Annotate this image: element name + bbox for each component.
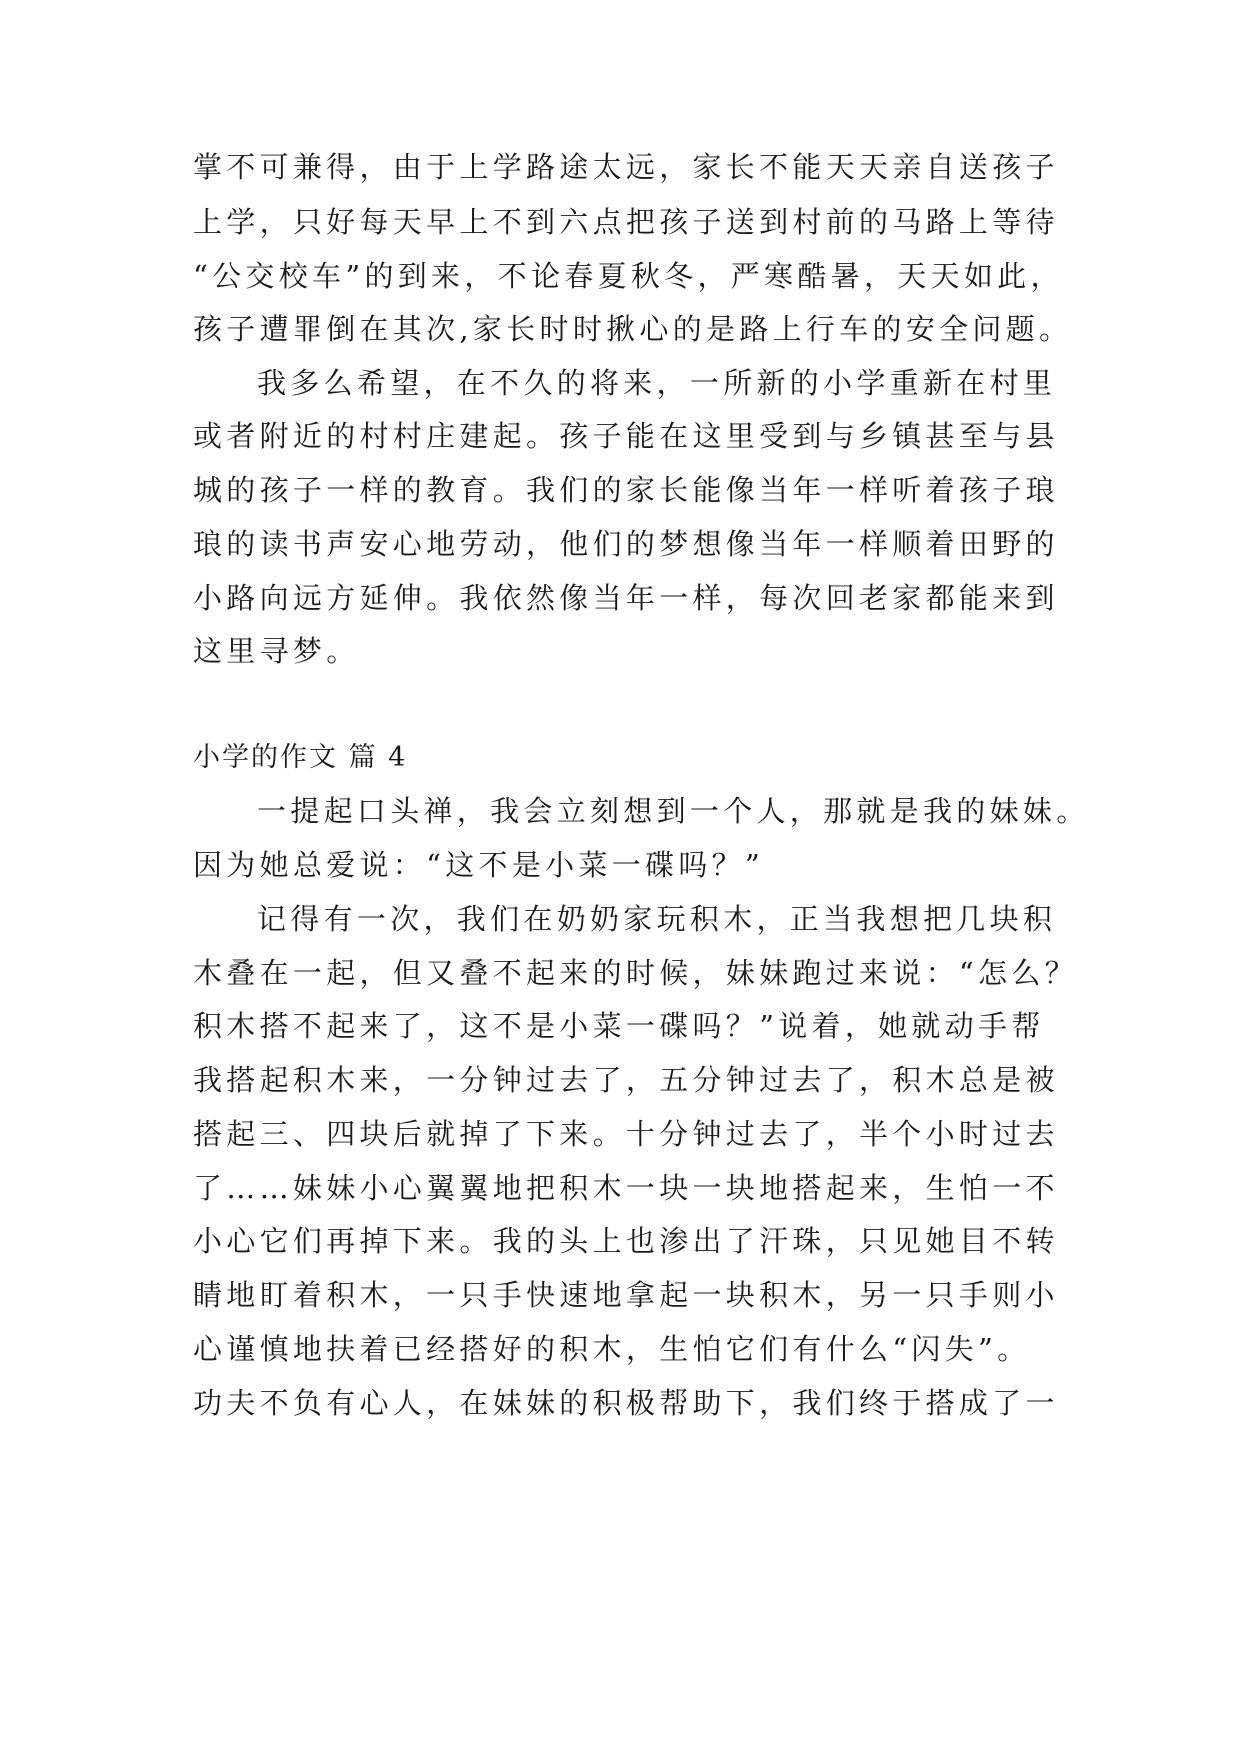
text-line: 掌不可兼得，由于上学路途太远，家长不能天天亲自送孩子 (193, 150, 1059, 184)
text-line: 心谨慎地扶着已经搭好的积木，生怕它们有什么“闪失”。 (193, 1332, 1031, 1366)
text-line: 小心它们再掉下来。我的头上也渗出了汗珠，只见她目不转 (193, 1224, 1059, 1258)
text-line: 木叠在一起，但又叠不起来的时候，妹妹跑过来说：“怎么？ (193, 956, 1078, 990)
text-line: 我多么希望，在不久的将来，一所新的小学重新在村里 (257, 366, 1057, 400)
text-line: 因为她总爱说：“这不是小菜一碟吗？” (193, 848, 765, 882)
text-line: 这里寻梦。 (193, 634, 360, 668)
text-line: 琅的读书声安心地劳动，他们的梦想像当年一样顺着田野的 (193, 527, 1059, 561)
text-line: 记得有一次，我们在奶奶家玩积木，正当我想把几块积 (257, 902, 1057, 936)
text-line: 我搭起积木来，一分钟过去了，五分钟过去了，积木总是被 (193, 1063, 1059, 1097)
text-line: 了……妹妹小心翼翼地把积木一块一块地搭起来，生怕一不 (193, 1171, 1059, 1205)
text-line: 搭起三、四块后就掉了下来。十分钟过去了，半个小时过去 (193, 1117, 1059, 1151)
text-line: “公交校车”的到来，不论春夏秋冬，严寒酷暑，天天如此， (193, 259, 1064, 293)
text-line: 睛地盯着积木，一只手快速地拿起一块积木，另一只手则小 (193, 1278, 1059, 1312)
text-line: 功夫不负有心人，在妹妹的积极帮助下，我们终于搭成了一 (193, 1386, 1059, 1420)
text-line: 一提起口头禅，我会立刻想到一个人，那就是我的妹妹。 (257, 794, 1090, 828)
text-line: 孩子遭罪倒在其次,家长时时揪心的是路上行车的安全问题。 (193, 312, 1073, 346)
text-line: 积木搭不起来了，这不是小菜一碟吗？”说着，她就动手帮 (193, 1009, 1045, 1043)
section-heading: 小学的作文 篇 4 (193, 742, 408, 773)
text-line: 小路向远方延伸。我依然像当年一样，每次回老家都能来到 (193, 581, 1059, 615)
text-line: 或者附近的村村庄建起。孩子能在这里受到与乡镇甚至与县 (193, 419, 1059, 453)
text-line: 上学，只好每天早上不到六点把孩子送到村前的马路上等待 (193, 205, 1059, 239)
text-line: 城的孩子一样的教育。我们的家长能像当年一样听着孩子琅 (193, 473, 1059, 507)
